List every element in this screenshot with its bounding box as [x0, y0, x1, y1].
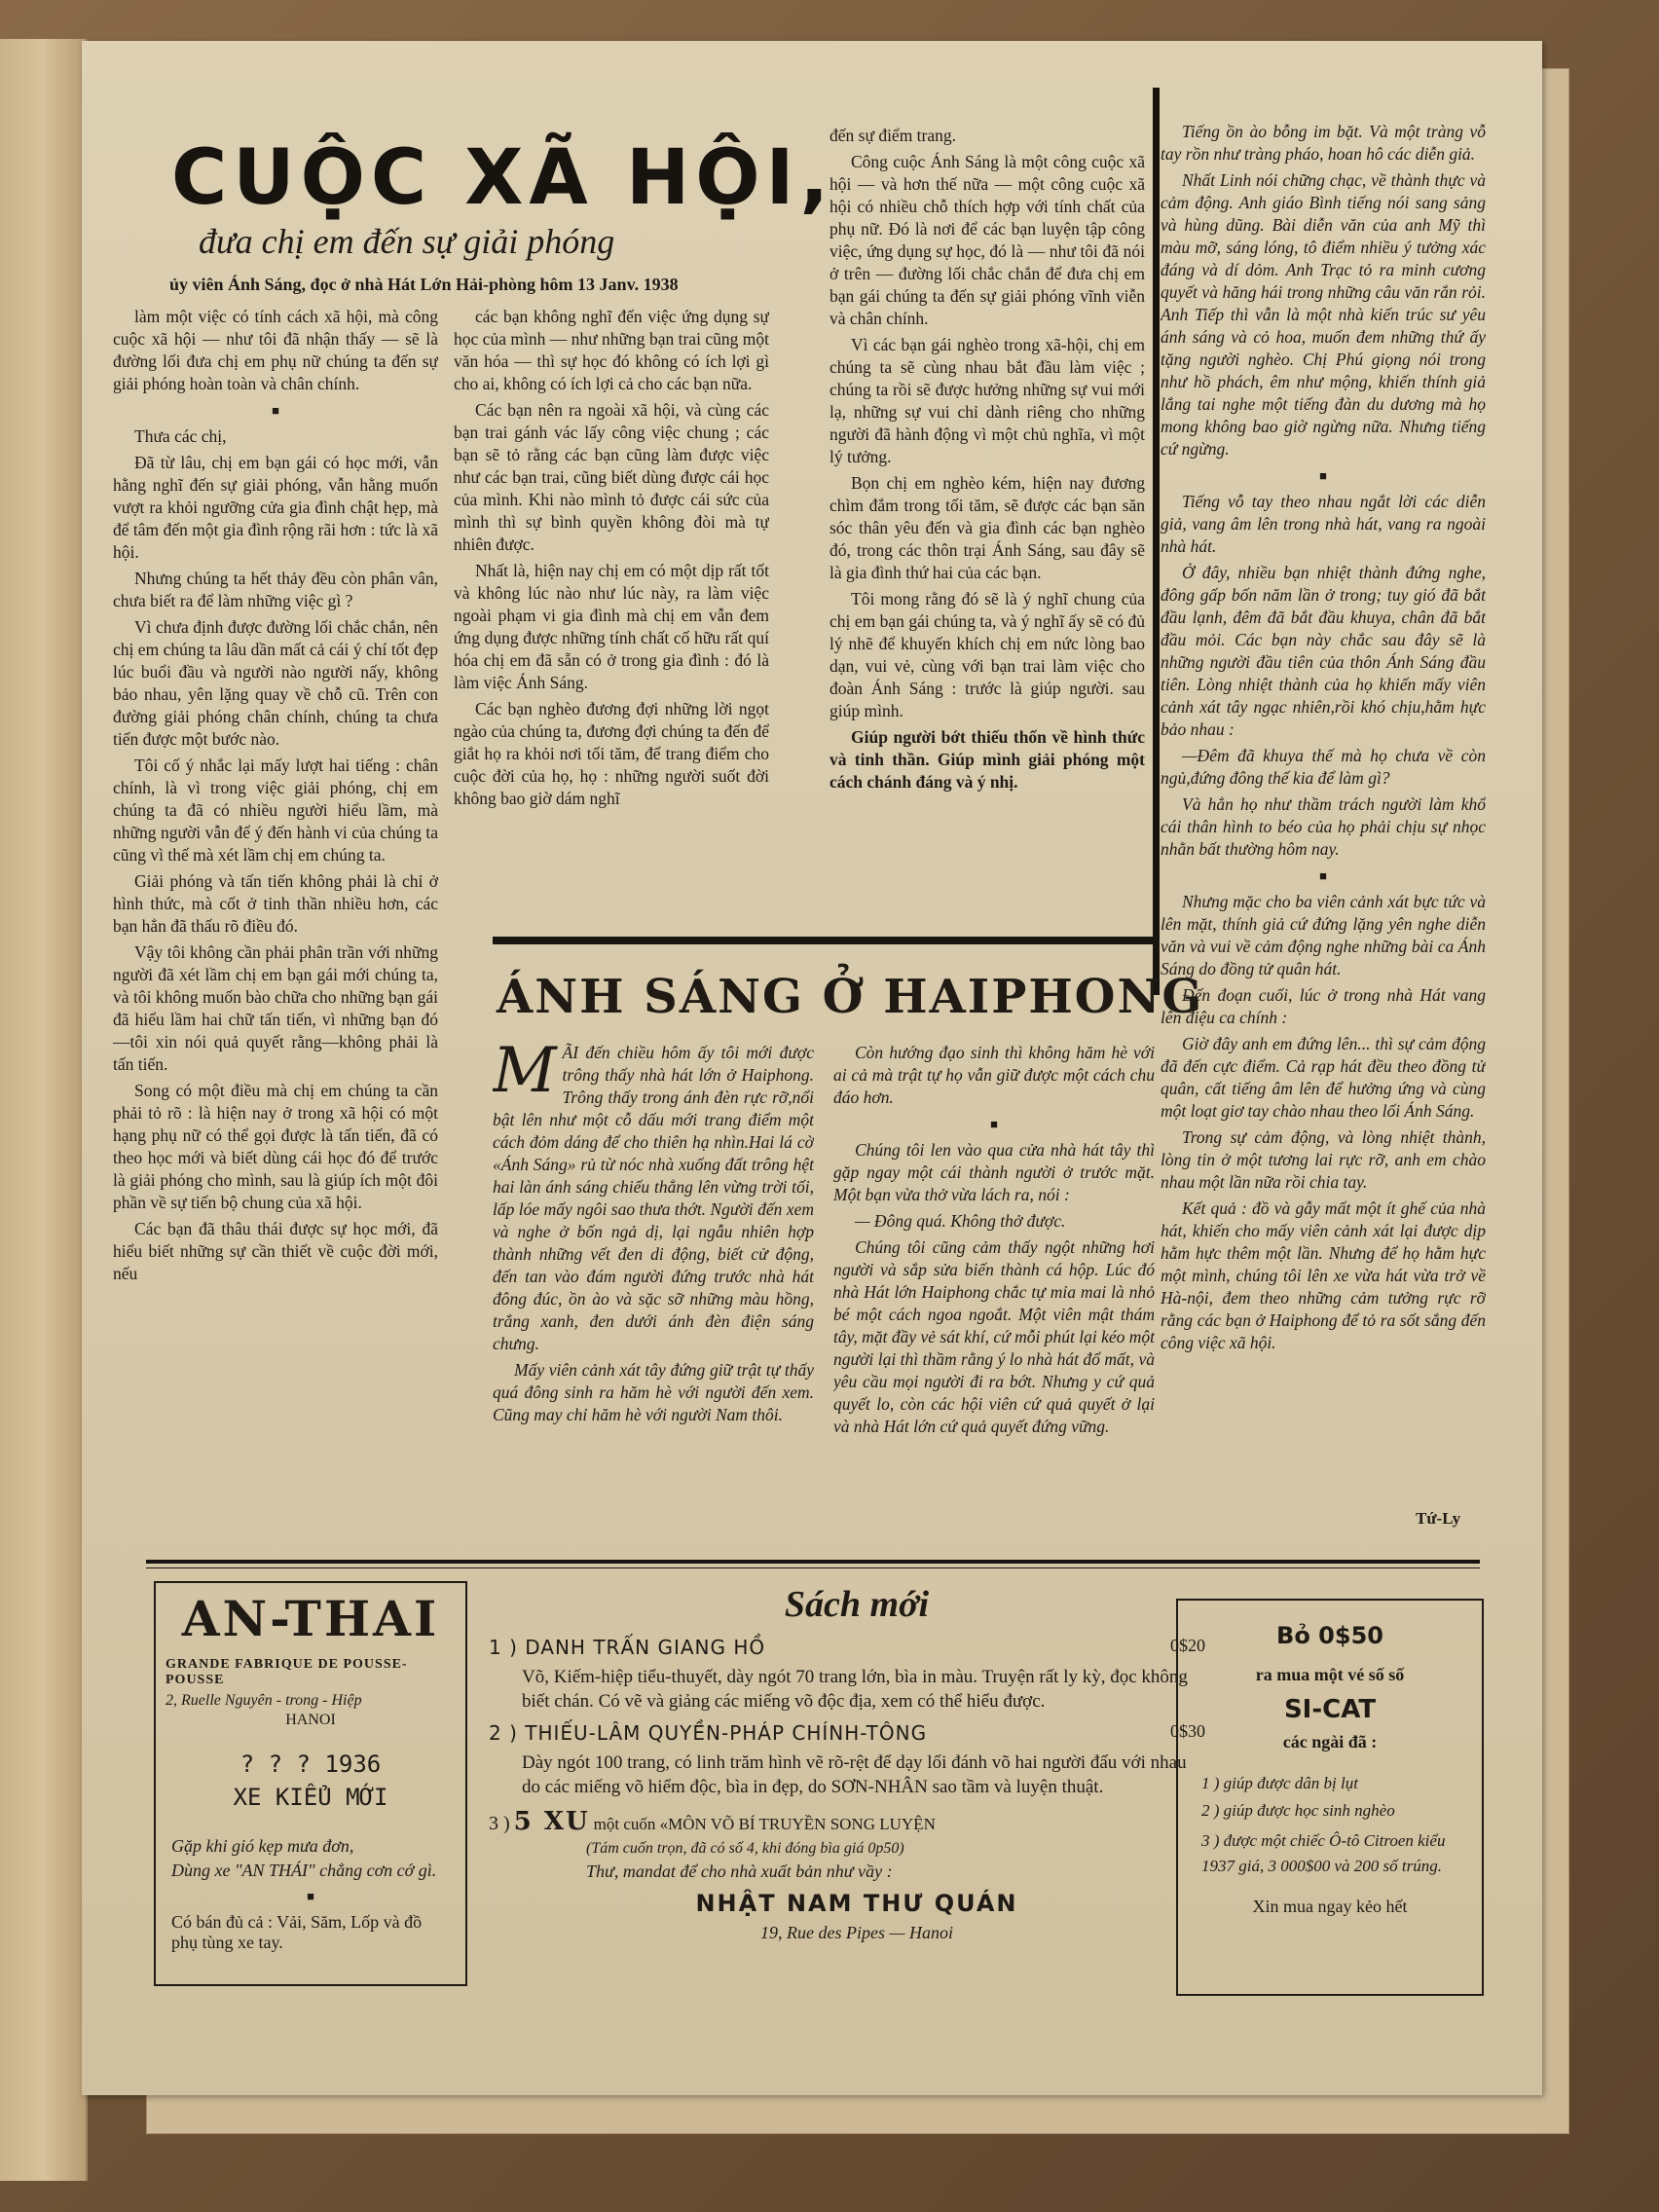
section-mark: ■: [990, 1117, 998, 1131]
ad-slogan-2: Dùng xe "AN THÁI" chẳng cơn cớ gì.: [171, 1861, 437, 1880]
paragraph: Kết quả : đồ và gẫy mất một ít ghế của nhà hát, khiến cho mấy viên cảnh xát lại được dịp hằm hực thêm một lần. Nhưng để họ hằm hực một mình, chúng tôi lên xe vừa hát vừa trở về Hà-nội, đem theo những cảm tưởng rực rỡ rằng các bạn ở Haiphong để tỏ ra sốt sắng đến công việc xã hội.: [1161, 1198, 1486, 1352]
paragraph: Ở đây, nhiều bạn nhiệt thành đứng nghe, đông gấp bốn năm lần ở trong; tuy gió đã bắt đầu lạnh, đêm đã bắt đầu khuya, chân đã bắt đầu mỏi. Các bạn này chắc sau đây sẽ là những người đầu tiên của thôn Ánh Sáng đầu tiên. Lòng nhiệt thành của họ khiến mấy viên cảnh xát tây ngạc nhiên,rồi khó chịu,hằm hực bảo nhau :: [1161, 563, 1486, 739]
section-title: ÁNH SÁNG Ở HAIPHONG: [497, 970, 1204, 1024]
paragraph: Nhất Linh nói chững chạc, về thành thực và cảm động. Anh giáo Bình tiếng nói sang sảng và hùng dũng. Bài diễn văn của anh Mỹ thì màu mỡ, sáng lóng, tô điểm nhiều ý tưởng xác đáng và dí dỏm. Anh Trạc tỏ ra minh cương quyết và hăng hái trong những câu văn rắn rỏi. Anh Tiếp thì vẫn là một nhà kiến trúc sư yêu ánh sáng và cỏ hoa, muốn đem những thứ ấy tặng người nghèo. Chị Phú giọng nói trong như hồ phách, êm như mộng, khiến thính giả lắng tai nghe một tiếng đàn du dương mà họ mong không bao giờ ngừng nữa. Nhưng tiếng cứ ngừng.: [1161, 170, 1486, 459]
ad-line: GRANDE FABRIQUE DE POUSSE-POUSSE: [166, 1657, 408, 1687]
author-signature: Tứ-Ly: [1416, 1509, 1461, 1528]
book-3-text: một cuốn «MÔN VÕ BÍ TRUYỀN SONG LUYỆN: [593, 1815, 936, 1833]
drop-cap: M: [493, 1042, 557, 1107]
article2-column-2: [833, 1042, 1155, 1544]
books-heading: Sách mới: [784, 1584, 930, 1625]
sicat-item-2: 2 ) giúp được học sinh nghèo: [1201, 1801, 1395, 1820]
sicat-price: Bỏ 0$50: [1276, 1622, 1383, 1649]
publisher-address: 19, Rue des Pipes — Hanoi: [760, 1923, 953, 1942]
paragraph: —Đêm đã khuya thế mà họ chưa về còn ngủ,đứng đông thế kia để làm gì?: [1161, 746, 1486, 788]
section-mark: ■: [1319, 468, 1327, 483]
ad-footer: Có bán đủ cả : Vải, Săm, Lốp và đồ phụ tùng xe tay.: [171, 1912, 423, 1952]
paragraph: làm một việc có tính cách xã hội, mà công cuộc xã hội — như tôi đã nhận thấy — sẽ là đường lối đưa chị em phụ nữ chúng ta đến sự giải phóng hoàn toàn và chân chính.: [113, 307, 438, 393]
ad-sicat: [1176, 1599, 1484, 1996]
paragraph: Nhưng mặc cho ba viên cảnh xát bực tức và lên mặt, thính giả cứ đứng lặng yên nghe diễn văn và vui về cảm động nghe những bài ca Ánh Sáng do đồng tử quân hát.: [1161, 892, 1486, 978]
section-mark: ■: [272, 403, 279, 418]
paragraph: Nhất là, hiện nay chị em có một dịp rất tốt và không lúc nào như lúc này, ra làm việc ngoài phạm vi gia đình mà chị em vẫn đem ứng dụng được những tính chất cố hữu rất quí hóa chị em đã sẵn có ở trong gia đình : đó là làm việc Ánh Sáng.: [454, 561, 769, 692]
article-column-1: [113, 306, 438, 1562]
book-binding: [0, 39, 88, 2181]
order-instructions: Thư, mandat để cho nhà xuất bản như vầy :: [586, 1862, 893, 1881]
ad-address: 2, Ruelle Nguyên - trong - Hiệp: [166, 1692, 362, 1709]
ad-city: HANOI: [285, 1712, 336, 1728]
book-2-price: 0$30: [1170, 1721, 1205, 1741]
ad-year: ? ? ? 1936: [240, 1751, 382, 1778]
vertical-rule: [1153, 88, 1160, 995]
paragraph: Song có một điều mà chị em chúng ta cần phải tỏ rõ : là hiện nay ở trong xã hội có một hạng phụ nữ có thể gọi được là tấn tiến, đã có theo học mới và biết dùng cái học đó để trước là giải phóng cho mình, sau là giúp ích một đôi phần về sự tiến bộ chung của xã hội.: [113, 1081, 438, 1212]
paragraph: Giờ đây anh em đứng lên... thì sự cảm động đã đến cực điểm. Cả rạp hát đều theo đồng tử quân, cất tiếng âm lên để hưởng ứng và cùng một loạt giơ tay chào nhau theo lối Ánh Sáng.: [1161, 1034, 1486, 1121]
book-1-desc: Võ, Kiếm-hiệp tiểu-thuyết, dày ngót 70 trang lớn, bìa in màu. Truyện rất ly kỳ, đọc không biết chán. Có vẽ và giảng các miếng võ độc địa, xem có thể hiểu được.: [522, 1667, 1188, 1712]
ads-divider-thin: [146, 1567, 1480, 1568]
paragraph: Các bạn đã thâu thái được sự học mới, đã hiểu biết những sự cần thiết về cuộc đời mới, nếu: [113, 1219, 438, 1283]
paragraph: Giải phóng và tấn tiến không phải là chỉ ở hình thức, mà cốt ở tinh thần nhiều hơn, các bạn hẳn đã thấu rõ điều đó.: [113, 871, 438, 936]
newspaper-page: [82, 41, 1542, 2095]
anthai-logo: AN-THAI: [181, 1590, 440, 1647]
report-column: [1161, 121, 1486, 1564]
article-column-3: [830, 125, 1145, 958]
horizontal-rule: [493, 937, 1160, 944]
paragraph: Tiếng vỗ tay theo nhau ngắt lời các diễn giả, vang âm lên trong nhà hát, vang ra ngoài nhà hát.: [1161, 492, 1486, 556]
paragraph: Giúp người bớt thiếu thốn về hình thức và tinh thần. Giúp mình giải phóng một cách chánh đáng và ý nhị.: [830, 727, 1145, 792]
book-3-price: 5 XU: [513, 1807, 590, 1836]
paragraph: Đã từ lâu, chị em bạn gái có học mới, vẫn hằng nghĩ đến sự giải phóng, vẫn hằng muốn vượt ra khỏi ngưỡng cửa gia đình chật hẹp, mà để tâm đến một gia đình rộng rãi hơn : tức là xã hội.: [113, 453, 438, 562]
paragraph: Mấy viên cảnh xát tây đứng giữ trật tự thấy quá đông sinh ra hăm hè với người đến xem. Cũng may chỉ hăm hè với người Nam thôi.: [493, 1360, 814, 1424]
article2-column-1: [493, 1042, 814, 1544]
paragraph: Còn hướng đạo sinh thì không hăm hè với ai cả mà trật tự họ vẫn giữ được một cách chu đáo hơn.: [833, 1043, 1155, 1107]
paragraph: đến sự điểm trang.: [830, 126, 957, 145]
ads-divider-rule: [146, 1560, 1480, 1564]
paragraph: Trong sự cảm động, và lòng nhiệt thành, lòng tin ở một tương lai rực rỡ, anh em chào nhau một lần nữa rồi chia tay.: [1161, 1127, 1486, 1192]
book-3-prefix: 3 ): [489, 1813, 510, 1834]
sicat-name: SI-CAT: [1283, 1695, 1377, 1724]
paragraph: Các bạn nghèo đương đợi những lời ngọt ngào của chúng ta, đương đợi chúng ta đến để giắt họ ra khỏi nơi tối tăm, để trang điểm cho cuộc đời của họ, họ : những người suốt đời không bao giờ dám nghĩ: [454, 699, 769, 808]
book-2-desc: Dày ngót 100 trang, có linh trăm hình vẽ rõ-rệt để dạy lối đánh võ hai người đấu với nhau do các miếng võ hiểm độc, bìa in đẹp, do SƠN-NHÂN sao tầm và luyện thuật.: [522, 1752, 1187, 1797]
paragraph: Công cuộc Ánh Sáng là một công cuộc xã hội — và hơn thế nữa — một công cuộc xã hội có nhiều chỗ thích hợp với tính chất của phụ nữ. Đó là nơi để các bạn luyện tập công việc, ứng dụng sự học, đó là — như tôi đã nói ở trên — đường lối chắc chắn để đưa chị em bạn gái chúng ta đến sự giải phóng vĩnh viễn và chân chính.: [830, 152, 1145, 328]
section-mark: ■: [1319, 868, 1327, 883]
article-title: CUỘC XÃ HỘI,: [171, 134, 835, 222]
paragraph: Chúng tôi len vào qua cửa nhà hát tây thì gặp ngay một cái thành người ở trước mặt. Một bạn vừa thở vừa lách ra, nói :: [833, 1140, 1155, 1204]
section-mark: ■: [307, 1889, 314, 1903]
sicat-item-3: 3 ) được một chiếc Ô-tô Citroen kiểu 1937 giá, 3 000$00 và 200 số trúng.: [1201, 1831, 1446, 1875]
paragraph: Vì các bạn gái nghèo trong xã-hội, chị em chúng ta sẽ cùng nhau bắt đầu làm việc ; chúng ta rồi sẽ được hưởng những sự vui mới lạ, những sự vui chỉ dành riêng cho những người đã hành động vì một chủ nghĩa, vì một lý tưởng.: [830, 335, 1145, 466]
book-2-title: 2 ) THIẾU-LÂM QUYỀN-PHÁP CHÍNH-TÔNG: [489, 1721, 928, 1745]
paragraph: Vì chưa định được đường lối chắc chắn, nên chị em chúng ta lâu dần mất cả cái ý chí tốt đẹp lúc buổi đầu và người nào người nấy, không bảo nhau, yên lặng quay về chỗ cũ. Trên con đường giải phóng chân chính, chúng ta chưa tiến được một bước nào.: [113, 617, 438, 749]
paragraph: Tiếng ồn ào bỗng im bặt. Và một tràng vỗ tay rồn như tràng pháo, hoan hô các diễn giả.: [1161, 122, 1486, 164]
sicat-line: ra mua một vé số số: [1255, 1665, 1405, 1684]
paragraph: Thưa các chị,: [134, 426, 227, 446]
article-byline: ủy viên Ánh Sáng, đọc ở nhà Hát Lớn Hải-phòng hôm 13 Janv. 1938: [169, 275, 679, 294]
paragraph: — Đông quá. Không thở được.: [855, 1211, 1066, 1231]
paragraph: Chúng tôi cũng cảm thấy ngột những hơi người và sắp sửa biến thành cá hộp. Lúc đó nhà Hát lớn Haiphong chắc tự mỉa mai là nhỏ bé một cách ngoa ngoắt. Một viên mật thám tây, mặt đầy vẻ sát khí, cứ mỗi phút lại kéo một người lại thì thầm rằng ý lo nhà hát đổ mất, và yêu cầu mọi người đi ra bớt. Nhưng y cứ quả quyết lo, còn các hội viên cứ quả quyết ở lại và nhà Hát lớn cứ quả quyết đứng vững.: [833, 1237, 1155, 1436]
book-1-title: 1 ) DANH TRẤN GIANG HỒ: [489, 1636, 766, 1659]
ad-model: XE KIỂU MỚI: [233, 1784, 388, 1811]
paragraph: Nhưng chúng ta hết thảy đều còn phân vân, chưa biết ra để làm những việc gì ?: [113, 569, 438, 610]
paragraph: Tôi mong rằng đó sẽ là ý nghĩ chung của chị em bạn gái chúng ta, và ý nghĩ ấy sẽ có đủ lý nhẽ để khuyến khích chị em nức lòng bao dạn, vui vẻ, cùng với bạn trai làm việc cho đoàn Ánh Sáng : trước là giúp người. sau giúp mình.: [830, 589, 1145, 720]
paragraph: các bạn không nghĩ đến việc ứng dụng sự học của mình — như những bạn trai cũng một văn hóa — thì sự học đó không có ích lợi gì cho ai, không có ích lợi cả cho các bạn nữa.: [454, 307, 769, 393]
sicat-lead: các ngài đã :: [1282, 1732, 1378, 1751]
ad-books: [489, 1583, 1225, 2031]
book-1-price: 0$20: [1170, 1636, 1205, 1655]
paragraph: Vậy tôi không cần phải phân trần với những người đã xét lầm chị em bạn gái mới chúng ta, và tôi không muốn bào chữa cho những bạn gái đã hiểu lầm hai chữ tấn tiến, vì những bạn đó—tôi xin nói quả quyết rằng—không phải là tấn tiến.: [113, 942, 438, 1074]
ad-anthai: [154, 1581, 467, 1986]
article-column-2: [454, 306, 769, 929]
sicat-item-1: 1 ) giúp được dân bị lụt: [1201, 1774, 1358, 1792]
paragraph: ÃI đến chiều hôm ấy tôi mới được trông thấy nhà hát lớn ở Haiphong. Trông thấy trong ánh đèn rực rỡ,nổi bật lên như một cỗ dấu mới trang điểm một cách đỏm dáng để cho thiên hạ nhìn.Hai lá cờ «Ánh Sáng» rủ từ nóc nhà xuống đất trông hệt hai làn ánh sáng chiếu thẳng lên vừng trời tối, lấp lóe mấy ngôi sao thưa thớt. Người đến xem và nghe ở bốn ngả dị, lại ngẫu nhiên hợp thành những vết đen di động, biết cử động, đến tan vào đám người đứng trước nhà hát đông đúc, ồn ào và sặc sỡ những màu hồng, trắng xanh, đen dưới ánh đèn điện sáng chưng.: [493, 1043, 814, 1353]
paragraph: Và hẳn họ như thầm trách người làm khổ cái thân hình to béo của họ phải chịu sự nhọc nhằn bất thường hôm nay.: [1161, 794, 1486, 859]
paragraph: Các bạn nên ra ngoài xã hội, và cùng các bạn trai gánh vác lấy công việc chung ; các bạn sẽ tỏ rằng các bạn cũng làm được việc như các bạn trai, cũng biết dùng được cái học của mình. Khi nào mình tỏ được cái sức của mình thì sự bình quyền không đòi mà tự nhiên được.: [454, 400, 769, 554]
paragraph: Bọn chị em nghèo kém, hiện nay đương chìm đắm trong tối tăm, sẽ được các bạn săn sóc thân yêu đến và gia đình các bạn nghèo đó, trong các thôn trại Ánh Sáng, sau đây sẽ là gia đình thứ hai của các bạn.: [830, 473, 1145, 582]
publisher-name: NHẬT NAM THƯ QUÁN: [695, 1890, 1018, 1917]
book-3-note: (Tám cuốn trọn, đã có số 4, khi đóng bìa giá 0p50): [586, 1840, 904, 1857]
paragraph: Tôi cố ý nhắc lại mấy lượt hai tiếng : chân chính, là vì trong việc giải phóng, chị em chúng ta đã có nhiều người hiểu lầm, mà những người vẫn để ý đến hành vi của chúng ta cũng vì thế mà xét lầm chị em chúng ta.: [113, 756, 438, 865]
paragraph: Đến đoạn cuối, lúc ở trong nhà Hát vang lên điệu ca chính :: [1161, 985, 1486, 1027]
sicat-footer: Xin mua ngay kẻo hết: [1252, 1897, 1408, 1916]
article-subtitle: đưa chị em đến sự giải phóng: [199, 222, 615, 261]
ad-slogan-1: Gặp khi gió kẹp mưa đơn,: [171, 1836, 354, 1856]
